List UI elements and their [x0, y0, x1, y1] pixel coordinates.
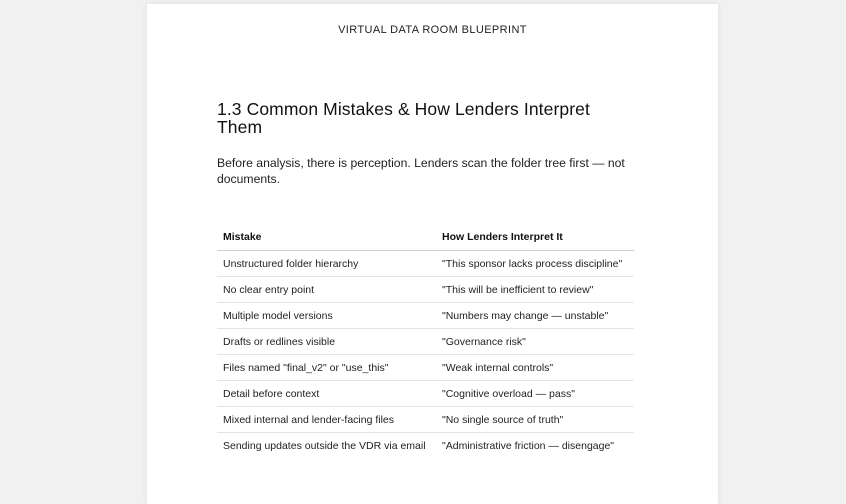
section-title: 1.3 Common Mistakes & How Lenders Interpret Them: [217, 99, 590, 137]
table-row: [217, 381, 634, 407]
table-row: [217, 329, 634, 355]
document-page: [147, 4, 718, 504]
interpretation-cell: "Cognitive overload — pass": [436, 381, 634, 407]
table-row: [217, 277, 634, 303]
page-content: [217, 100, 634, 458]
mistake-cell: Drafts or redlines visible: [217, 329, 436, 355]
mistake-cell: Detail before context: [217, 381, 436, 407]
interpretation-cell: "Numbers may change — unstable": [436, 303, 634, 329]
interpretation-cell: "No single source of truth": [436, 407, 634, 433]
mistake-cell: Mixed internal and lender-facing files: [217, 407, 436, 433]
interpretation-cell: "This sponsor lacks process discipline": [436, 251, 634, 277]
mistake-cell: Sending updates outside the VDR via email: [223, 439, 426, 452]
table-row: [217, 251, 634, 277]
interpretation-cell: "This will be inefficient to review": [436, 277, 634, 303]
running-header: VIRTUAL DATA ROOM BLUEPRINT: [338, 24, 527, 36]
table-row: [217, 433, 634, 459]
interpretation-cell: "Administrative friction — disengage": [442, 439, 615, 452]
table-row: [217, 407, 634, 433]
table-row: [217, 355, 634, 381]
intro-paragraph: Before analysis, there is perception. Lenders scan the folder tree first — not documents.: [217, 156, 625, 186]
table-row: [217, 303, 634, 329]
mistake-cell: Multiple model versions: [217, 303, 436, 329]
mistake-cell: Files named "final_v2" or "use_this": [217, 355, 436, 381]
interpretation-cell: "Weak internal controls": [436, 355, 634, 381]
table-header-row: [217, 224, 634, 251]
mistake-cell: Unstructured folder hierarchy: [217, 251, 436, 277]
interpretation-cell: "Governance risk": [436, 329, 634, 355]
column-header-interpretation: How Lenders Interpret It: [436, 224, 634, 251]
mistake-cell: No clear entry point: [217, 277, 436, 303]
column-header-mistake: Mistake: [217, 224, 436, 251]
mistakes-table: [217, 224, 634, 458]
